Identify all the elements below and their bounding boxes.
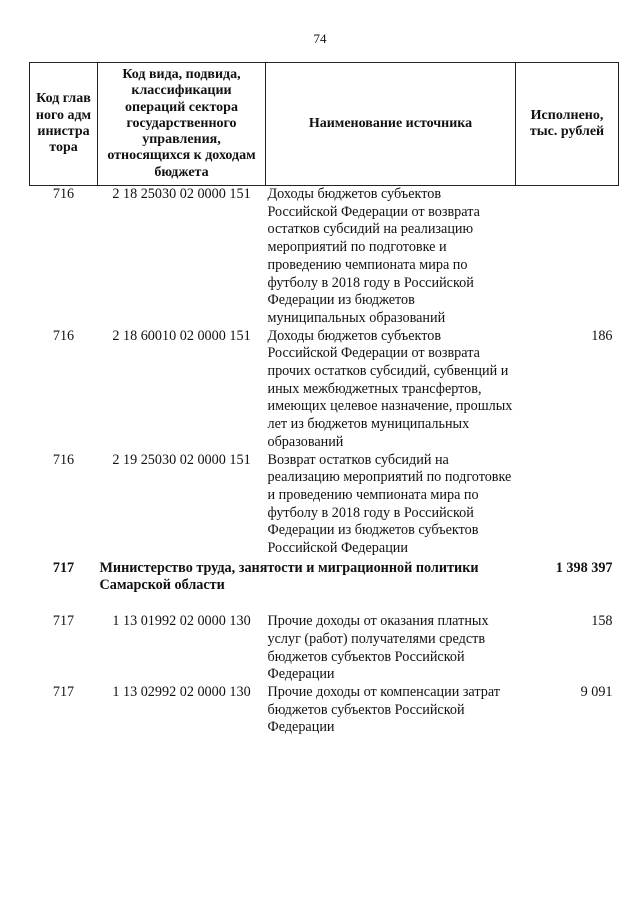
row-classification-code: 1 13 01992 02 0000 130 [112, 613, 251, 630]
header-amount: Исполнено, тыс. рублей [516, 63, 619, 186]
header-classification-code: Код вида, подвида, классификации операций сектора государственного управления, относящихся к доходам бюджета [98, 63, 266, 186]
row-amount: 9 091 [580, 683, 613, 700]
ministry-name: Министерство труда, занятости и миграционной политики Самарской области [99, 559, 479, 594]
page-number: 74 [313, 31, 327, 46]
ministry-admin-code: 717 [52, 559, 75, 576]
row-classification-code: 1 13 02992 02 0000 130 [112, 683, 251, 700]
row-source-name: Возврат остатков субсидий на реализацию мероприятий по подготовке и проведению чемпионата мира по футболу в 2018 году в Российской Федерации из бюджетов субъектов Российской Федерации [267, 451, 512, 557]
row-admin-code: 716 [52, 186, 75, 202]
table-row [30, 613, 619, 684]
row-classification-code: 2 18 60010 02 0000 151 [112, 327, 251, 344]
header-admin-code: Код главного администратора [30, 63, 98, 186]
row-classification-code: 2 18 25030 02 0000 151 [112, 186, 251, 202]
table-row [30, 452, 619, 558]
table-row [30, 328, 619, 452]
row-amount: 158 [591, 613, 613, 630]
row-admin-code: 717 [52, 683, 75, 700]
row-amount [516, 452, 619, 558]
table-row [30, 186, 619, 328]
ministry-amount: 1 398 397 [555, 559, 613, 576]
row-source-name: Прочие доходы от компенсации затрат бюджетов субъектов Российской Федерации [267, 683, 500, 736]
table-row [30, 684, 619, 737]
row-source-name: Доходы бюджетов субъектов Российской Федерации от возврата прочих остатков субсидий, субвенций и иных межбюджетных трансфертов, имеющих целевое назначение, прошлых лет из бюджетов муниципальных образований [267, 327, 513, 450]
ministry-row [30, 558, 619, 613]
header-source-name: Наименование источника [266, 63, 516, 186]
row-admin-code: 716 [52, 327, 75, 344]
table-header-row [30, 63, 619, 186]
row-amount: 186 [591, 327, 613, 344]
row-admin-code: 716 [52, 451, 75, 468]
row-source-name: Прочие доходы от оказания платных услуг (работ) получателями средств бюджетов субъектов Российской Федерации [267, 613, 489, 683]
revenue-table [29, 62, 619, 737]
row-admin-code: 717 [52, 613, 75, 630]
row-source-name: Доходы бюджетов субъектов Российской Федерации от возврата остатков субсидий на реализацию мероприятий по подготовке и проведению чемпионата мира по футболу в 2018 году в Российской Федерации из бюджетов муниципальных образований [267, 186, 480, 326]
row-amount [516, 186, 619, 328]
row-classification-code: 2 19 25030 02 0000 151 [112, 451, 251, 468]
